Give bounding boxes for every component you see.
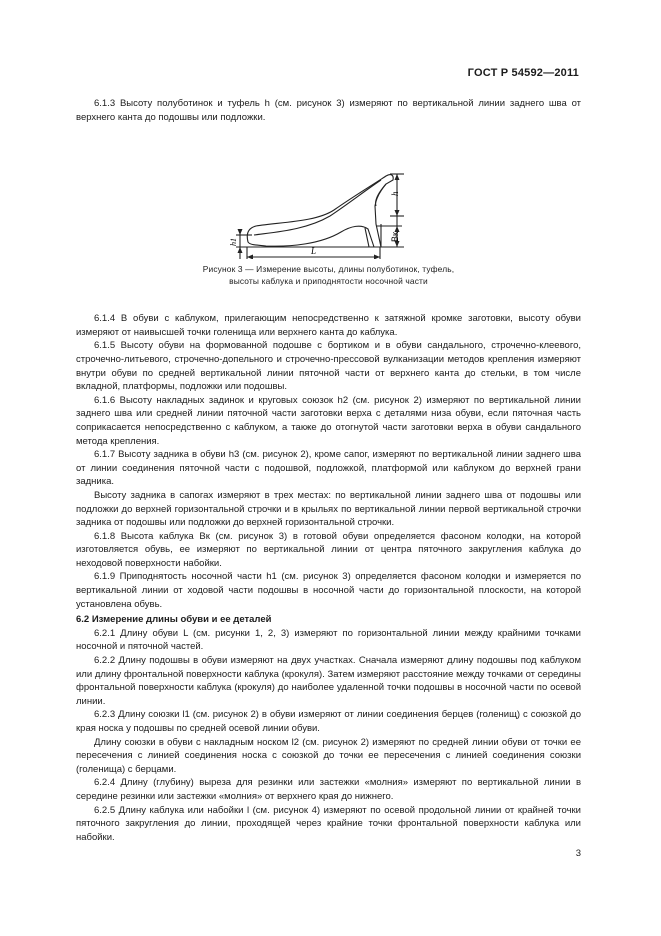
page-number: 3	[575, 848, 581, 859]
paragraph: 6.2.3 Длину союзки l1 (см. рисунок 2) в обуви измеряют от линии соединения берцев (голенищ) с союзкой до края носка у подошвы по средней осевой линии обуви.	[76, 709, 581, 734]
figure-3	[76, 134, 581, 259]
paragraph: 6.1.5 Высоту обуви на формованной подошве с бортиком и в обуви сандального, строчечно-клеевого, строчечно-литьевого, строчечно-допельного и строчечно-прессовой вулканизации методов крепления измеряют внутри обуви по средней вертикальной линии пяточной части от верхнего канта до стельки, в том числе вкладной, платформы, подложки или подошвы.	[76, 340, 581, 393]
label-h1: h1	[229, 238, 238, 247]
label-h: h	[390, 191, 400, 197]
paragraph-6-1-3: 6.1.3 Высоту полуботинок и туфель h (см. рисунок 3) измеряют по вертикальной линии заднего шва от верхнего канта до подошвы или подложки.	[76, 98, 581, 123]
paragraph: 6.2.2 Длину подошвы в обуви измеряют на двух участках. Сначала измеряют длину подошвы под каблуком или длину фронтальной поверхности каблука (крокуля). Затем измеряют расстояние между точками от середины фронтальной поверхности каблука (крокуля) до наиболее удаленной точки подошвы в носочной части по осевой линии.	[76, 655, 581, 707]
figure-caption	[76, 263, 581, 287]
document-body	[76, 97, 581, 844]
heel-back	[376, 184, 386, 206]
paragraph: 6.1.9 Приподнятость носочной части h1 (см. рисунок 3) определяется фасоном колодки и измеряется по вертикальной линии от ходовой части подошвы в носочной части до горизонтальной плоскости, на которой установлена обувь.	[76, 571, 581, 610]
paragraph: 6.1.4 В обуви с каблуком, прилегающим непосредственно к затяжной кромке заготовки, высоту обуви измеряют от наивысшей точки голенища или верхнего канта до каблука.	[76, 313, 581, 338]
shoe-outline	[247, 175, 393, 247]
paragraph: 6.1.6 Высоту накладных задинок и круговых союзок h2 (см. рисунок 2) измеряют по вертикальной линии заднего шва или средней линии пяточной части заготовки верха с деталями низа обуви, если пяточная часть соприкасается непосредственно с каблуком, а также до отогнутой части заготовки верха в обуви сандального метода крепления.	[76, 394, 581, 447]
caption-line-1: Рисунок 3 — Измерение высоты, длины полуботинок, туфель,	[202, 264, 455, 275]
paragraph: 6.1.8 Высота каблука Bк (см. рисунок 3) в готовой обуви определяется фасоном колодки, на которой изготовляется обувь, ее измеряют по вертикальной линии от центра пяточного закругления каблука до неходовой поверхности набойки.	[76, 530, 581, 569]
paragraph: 6.1.7 Высоту задника в обуви h3 (см. рисунок 2), кроме сапог, измеряют по вертикальной линии заднего шва от линии соединения пяточной части с подошвой, подложкой, платформой или каблуком до верхней грани задника.	[76, 449, 581, 488]
paragraph: 6.2.1 Длину обуви L (см. рисунки 1, 2, 3) измеряют по горизонтальной линии между крайними точками носочной и пяточной частей.	[76, 627, 581, 653]
standard-number: ГОСТ Р 54592—2011	[467, 67, 579, 79]
caption-line-2: высоты каблука и приподнятости носочной части	[229, 276, 428, 287]
section-heading-6-2: 6.2 Измерение длины обуви и ее деталей	[76, 614, 272, 626]
label-bk: Bк	[390, 232, 400, 243]
paragraph: Длину союзки в обуви с накладным носком l2 (см. рисунок 2) измеряют по средней линии обуви от точки ее пересечения с линией соединения носка с союзкой до точки ее пересечения с линией соединения союзки (голенища) с берцами.	[76, 736, 581, 775]
label-l: L	[311, 246, 317, 257]
paragraph: 6.2.5 Длину каблука или набойки l (см. рисунок 4) измеряют по осевой продольной линии от крайней точки пяточного закругления до линии, проходящей через крайние точки фронтальной поверхности каблука или набойки.	[76, 804, 581, 843]
paragraph: 6.2.4 Длину (глубину) выреза для резинки или застежки «молния» измеряют по вертикальной линии в середине резинки или застежки «молния» от верхнего края до нижнего.	[76, 777, 581, 802]
shoe-measurement-drawing	[76, 134, 581, 259]
paragraph: Высоту задника в сапогах измеряют в трех местах: по вертикальной линии заднего шва от подошвы или подложки до верхней горизонтальной строчки и в крыльях по вертикальной линии первой вертикальной строчки задника от подошвы или подложки до верхней горизонтальной строчки.	[76, 489, 581, 529]
